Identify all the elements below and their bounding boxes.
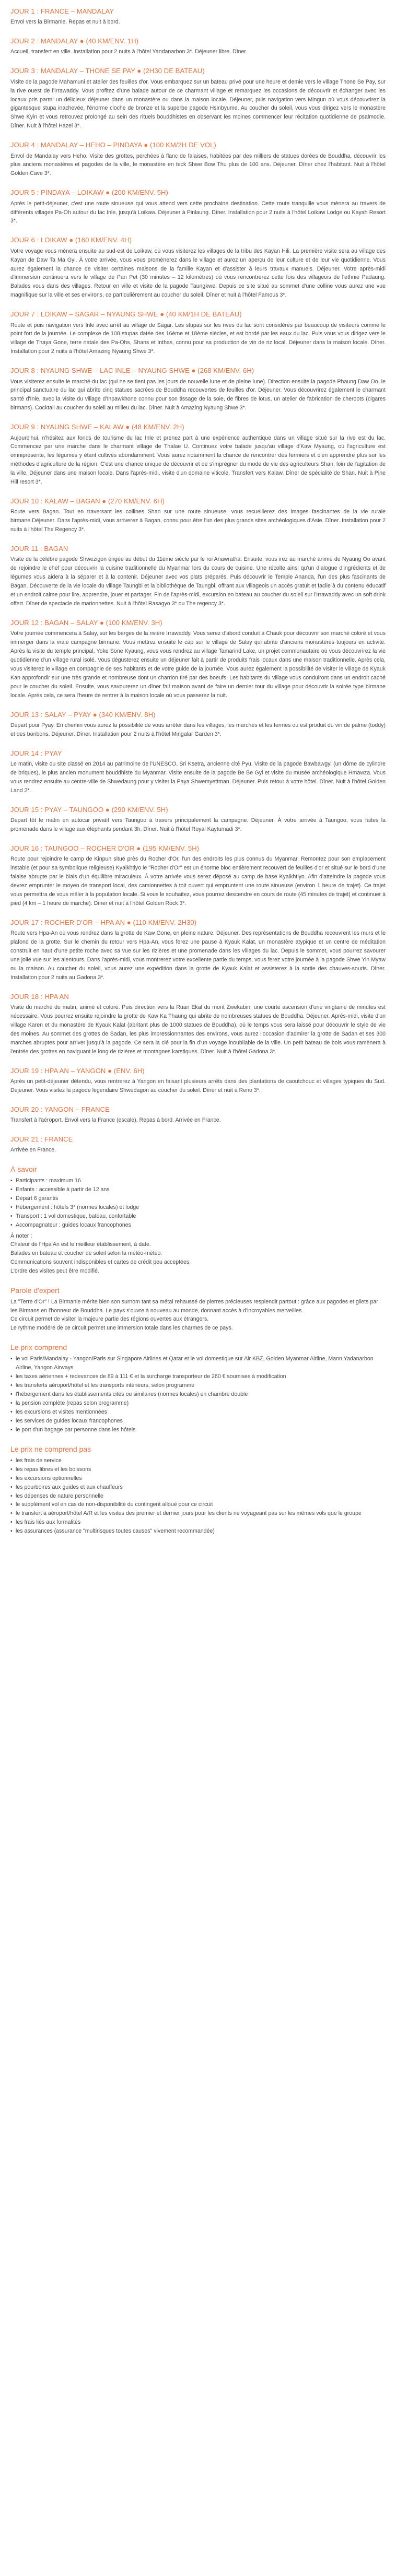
day-title: JOUR 18 : HPA AN (10, 992, 69, 1001)
day-text: Votre voyage vous mènera ensuite au sud-est de Loikaw, où vous visiterez les villages de la tribu des Kayan Hili. La première visite sera au village des Kayan de Daw Ta Ma Gyi. À votre arrivée, vous vous promènerez dans le village et aurez un aperçu de leur culture et de leur vie quotidienne. Vous aurez également la chance de visiter certaines maisons de la famille Kayan et d'assister à leurs travaux manuels. Déjeuner. Votre après-midi d'immersion continuera vers le village de Pan Pet (30 minutes – 12 kilomètres) où vous rencontrerez cette fois des villageois de l'ethnie Padaung. Balades vous dans des villages. Retour en ville et visite de la pagode Taungkwe. Depuis ce site situé au sommet d'une colline vous aurez une vue magnifique sur la ville et ses environs, ce particulièrement au coucher du soleil. Dîner et nuit à l'hôtel Famous 3*. (10, 248, 386, 299)
list-item: • le vol Paris/Mandalay - Yangon/Paris sur Singapore Airlines et Qatar et le vol domestique sur Air KBZ, Golden Myanmar Airline, Mann Yadanarbon Airline, Yangon Airways (10, 1355, 386, 1372)
day-title: JOUR 8 : NYAUNG SHWE – LAC INLE – NYAUNG SHWE ● (268 KM/ENV. 6H) (10, 367, 254, 375)
day-text: Visite de la célèbre pagode Shwezigon érigée au début du 11ème siècle par le roi Anawratha. Ensuite, vous irez au marché animé de Nyaung Oo avant de rejoindre le chef pour découvrir la cuisine traditionnelle du Myanmar lors du cours de cuisine. Une récolte ainsi qu'un dialogue d'ingrédients et de légumes vous aidera à la séparer et à la contenir. Déjeuner avec vos plats préparés. Puis découvrir le Temple Ananda, l'un des plus fascinants de Bagan. Découverte de la vie locale du village Taungbi et la bibliothèque de Taungbi, offrant aux villageois un accès gratuit et facile à du contenu éducatif et un endroit calme pour lire, apprendre, jouer et partager. Fin de l'après-midi, excursion en bateau au coucher du soleil sur l'Irrawaddy avec un soft drink offert. Dîner de spectacle de marionnettes. Nuit à l'hôtel Rasagyo 3* ou The regency 3*. (10, 556, 386, 607)
section-title: Le prix ne comprend pas (10, 1444, 91, 1453)
section-title: Parole d'expert (10, 1286, 60, 1295)
list-item: • les transferts aéroport/hôtel et les transports intérieurs, selon programme (10, 1381, 386, 1390)
day-title: JOUR 10 : KALAW – BAGAN ● (270 KM/ENV. 6H) (10, 497, 165, 505)
day-18 (10, 993, 386, 1056)
list-item: • Hébergement : hôtels 3* (normes locales) et lodge (10, 1203, 386, 1212)
day-title: JOUR 19 : HPA AN – YANGON ● (ENV. 6H) (10, 1066, 145, 1075)
day-5 (10, 189, 386, 226)
savoir-list (10, 1177, 386, 1230)
day-title: JOUR 13 : SALAY – PYAY ● (340 KM/ENV. 8H) (10, 710, 156, 719)
day-title: JOUR 21 : FRANCE (10, 1135, 73, 1143)
day-title: JOUR 16 : TAUNGOO – ROCHER D'OR ● (195 KM/ENV. 5H) (10, 844, 200, 853)
day-title: JOUR 9 : NYAUNG SHWE – KALAW ● (48 KM/ENV. 2H) (10, 423, 184, 431)
note-line: L'ordre des visites peut être modifié. (10, 1267, 99, 1274)
section-prix-ne-comprend-pas (10, 1445, 386, 1536)
day-6 (10, 236, 386, 300)
day-text: Après un petit-déjeuner détendu, vous rentrerez à Yangon en faisant plusieurs arrêts dans des plantations de caoutchouc et villages typiques du Sud. Déjeuner. Vous visitez la pagode légendaire Shwedagon au coucher du soleil. Dîner et nuit à Reno 3*. (10, 1078, 386, 1093)
list-item: • Enfants : accessible à partir de 12 ans (10, 1185, 386, 1194)
day-title: JOUR 4 : MANDALAY – HEHO – PINDAYA ● (100 KM/2H DE VOL) (10, 141, 216, 149)
day-7 (10, 310, 386, 356)
day-text: Envol vers la Birmanie. Repas et nuit à bord. (10, 19, 120, 26)
day-15 (10, 806, 386, 834)
day-2 (10, 37, 386, 56)
day-20 (10, 1105, 386, 1125)
included-list (10, 1355, 386, 1434)
list-item: • le supplément vol en cas de non-disponibilité du contingent alloué pour ce circuit (10, 1500, 386, 1509)
list-item: • le port d'un bagage par personne dans les hôtels (10, 1426, 386, 1434)
list-item: • les repas libres et les boissons (10, 1465, 386, 1474)
note-line: Chaleur de l'Hpa An est le meilleur établissement, à date. (10, 1241, 151, 1248)
day-11 (10, 545, 386, 608)
section-parole-expert (10, 1286, 386, 1333)
day-title: JOUR 14 : PYAY (10, 749, 62, 757)
day-text: Transfert à l'aéroport. Envol vers la France (escale). Repas à bord. Arrivée en France. (10, 1117, 221, 1124)
list-item: • Accompagnateur : guides locaux francophones (10, 1221, 386, 1230)
day-list (10, 7, 386, 1155)
list-item: • les assurances (assurance "multirisques toutes causes" vivement recommandée) (10, 1527, 386, 1536)
day-text: Aujourd'hui, n'hésitez aux fonds de tourisme du lac Inle et prenez part à une expérience authentique dans un village situé sur la rive est du lac. Commencez par une marche dans le charmant village de Thalae U. Continuez votre balade jusqu'au village d'Kaw Myaung, où l'agriculture est omniprésente, les légumes y étant cultivés abondamment. Vous aurez notamment la chance de rencontrer des fermiers et d'en apprendre plus sur les méthodes d'agriculture de la région. C'est une chance unique de découvrir et de s'imprégner du mode de vie des agriculteurs Shan, loin de l'agitation de la ville. Déjeuner dans une maison locale. Dans l'après-midi, visite d'un domaine viticole. Transfert vers Kalaw. Dîner de spécialité de Shan. Nuit à Pine Hill resort 3*. (10, 434, 386, 486)
day-text: Vous visiterez ensuite le marché du lac (qui ne se tient pas les jours de nouvelle lune et de pleine lune). Direction ensuite la pagode Phaung Daw Oo, le principal sanctuaire du lac qui abrite cinq statues sacrées de Bouddha recouvertes de feuilles d'or. Déjeuner. Vous découvrirez également le charmant santé d'Inle, avec la visite du village d'Inpawkhone connu pour son tissage de la soie, de fibres de lotus, un atelier de fabrication de cheroots (cigares birmans). Cocktail au coucher du soleil au milieu du lac. Dîner. Nuit à Amazing Nyaung Shwe 3*. (10, 378, 386, 411)
list-item: • le transfert à aéroport/hôtel A/R et les visites des premier et dernier jours pour les clients ne voyageant pas sur les mêmes vols que le groupe (10, 1509, 386, 1518)
day-title: JOUR 17 : ROCHER D'OR – HPA AN ● (110 KM/ENV. 2H30) (10, 918, 197, 926)
note-line: Communications souvent indisponibles et cartes de crédit peu acceptées. (10, 1258, 191, 1265)
day-text: Route vers Bagan. Tout en traversant les collines Shan sur une route sinueuse, vous recueillerez des images fascinantes de la vie rurale birmane.Déjeuner. Dans l'après-midi, vous arriverez à Bagan, connu pour être l'un des plus grands sites archéologiques d'Asie. Dîner. Installation pour 2 nuits à l'hôtel The Regency 3*. (10, 509, 386, 533)
day-text: Visite de la pagode Mahamuni et atelier des feuilles d'or. Vous embarquez sur un bateau privé pour une heure et demie vers le village Thone Se Pay, sur la rive ouest de l'Irrawaddy. Vous profitez d'une balade autour de ce charmant village et remarquez les occasions de découvrir et échanger avec les locaux pris parmi un délicieux déjeuner dans un monastère ou dans la maison locale. Déjeuner, puis navigation vers Mingun où vous découvrirez la gigantesque stupa inachevée, l'énorme cloche de bronze et la superbe pagode Hsinbyume. Au coucher du soleil, vous vous dirigez vers le monastère Shwe Kyin et vous retrouvez prolongé au sein des rituels bouddhistes en observant les moines commencer leur récitation quotidienne de psalmodie. Dîner. Nuit à l'hôtel Hazel 3*. (10, 78, 386, 130)
list-item: • Départ 6 garantis (10, 1194, 386, 1203)
day-text: Départ pour Pyay. En chemin vous aurez la possibilité de vous arrêter dans les villages, les marchés et les fermes où est produit du vin de palme (toddy) et des bonbons. Déjeuner. Dîner. Installation pour 2 nuits à l'hôtel Mingalar Garden 3*. (10, 722, 386, 737)
list-item: • les taxes aériennes + redevances de 89 à 111 € et la surcharge transporteur de 260 € soumises à modification (10, 1372, 386, 1381)
day-text: Après le petit-déjeuner, c'est une route sinueuse qui vous attend vers cette prochaine destination. Cette route tranquille vous mènera au travers de différents villages Pa-Oh autour du lac Inle, jusqu'à Loikaw. Déjeuner à Pinlaung. Dîner. Installation pour 2 nuits à l'hôtel Loikaw Lodge ou Kayah Resort 3*. (10, 200, 386, 225)
day-text: Votre journée commencera à Salay, sur les berges de la rivière Irrawaddy. Vous serez d'abord conduit à Chauk pour découvrir son marché coloré et vous immerger dans la vraie campagne birmane. Vous mettrez ensuite le cap sur le village de Salay qui abrite d'anciens monastères toujours en activité. Après la visite du temple principal, Yoke Sone Kyaung, vous vous rendrez au village Tamarind Lake, un projet communautaire où vous découvrirez la vie quotidienne d'un village rural isolé. Vous dégusterez ensuite un déjeuner fait à partir de produits frais locaux dans une maison traditionnelle. Après cela, vous visiterez le village en compagnie de ses habitants et de votre guide de la journée. Vous aurez également la possibilité de visiter le village de Kyauk Kan approfondir sur une très grande et nombreuse dont un charrion tiré par des boeufs. Les habitants du village vous conduiront dans un endroit caché pour le coucher du soleil. Ensuite, vous savourerez un dîner fait maison avant de faire un dernier tour du village pour découvrir la soirée type birmane locale. Après cela, ce sera l'heure de rentrer à la maison locale où vous passerez la nuit. (10, 630, 386, 699)
day-text: Accueil, transfert en ville. Installation pour 2 nuits à l'hôtel Yandanarbon 3*. Déjeuner libre. Dîner. (10, 49, 248, 55)
list-item: • la pension complète (repas selon programme) (10, 1399, 386, 1408)
day-17 (10, 919, 386, 982)
day-text: Route vers Hpa-An où vous rendrez dans la grotte de Kaw Gone, en pleine nature. Déjeuner. Des représentations de Bouddha recouvrent les murs et le plafond de la grotte. Sur le chemin du retour vers Hpa-An, vous ferez une pause à Kyauk Kalat, un monastère atypique et un centre de méditation construit en haut d'une petite roche avec sa vue sur les rizières et une promenade dans les villages du lac. Depuis le sommet, vous pourrez savourer une jolie vue sur les alentours. Dans l'après-midi, vous montrerez votre excellente partie du temps, vous ferez votre journée à la pagode Shwe Yin Myaw ou la maison. Au coucher du soleil, vous aurez une expédition dans la grotte de Kyauk Kalat et assisterez à la sortie des chauves-souris. Dîner. Installation pour 2 nuits au Gadona 3*. (10, 930, 386, 981)
list-item: • les pourboires aux guides et aux chauffeurs (10, 1483, 386, 1492)
day-text: Le matin, visite du site classé en 2014 au patrimoine de l'UNESCO, Sri Ksetra, ancienne cité Pyu. Visite de la pagode Bawbawgyi (un dôme de cylindre de briques), le plus ancien monument bouddhiste du Myanmar. Visite ensuite de la pagode Be Be Gyi et visite du musée archéologique Hmawza. Vous vous rendrez ensuite au centre-ville de Shwedaung pour y visiter la Paya Shwemyettman. Déjeuner. Puis retour à votre hôtel. Dîner. Nuit à l'hôtel Golden Land 2*. (10, 761, 386, 794)
list-item: • Participants : maximum 16 (10, 1177, 386, 1185)
day-title: JOUR 11 : BAGAN (10, 545, 68, 553)
day-10 (10, 497, 386, 534)
day-title: JOUR 1 : FRANCE – MANDALAY (10, 7, 114, 15)
day-3 (10, 67, 386, 131)
section-title: À savoir (10, 1165, 37, 1174)
section-title: Le prix comprend (10, 1343, 67, 1352)
excluded-list (10, 1456, 386, 1536)
day-title: JOUR 7 : LOIKAW – SAGAR – NYAUNG SHWE ● (40 KM/1H DE BATEAU) (10, 310, 242, 319)
day-12 (10, 619, 386, 700)
day-title: JOUR 3 : MANDALAY – THONE SE PAY ● (2H30 DE BATEAU) (10, 67, 205, 75)
list-item: • les frais de service (10, 1456, 386, 1465)
day-title: JOUR 20 : YANGON – FRANCE (10, 1105, 110, 1113)
day-13 (10, 711, 386, 739)
day-text: Arrivée en France. (10, 1147, 56, 1154)
day-16 (10, 844, 386, 908)
day-9 (10, 423, 386, 487)
list-item: • les excursions et visites mentionnées (10, 1408, 386, 1417)
day-1 (10, 7, 386, 27)
day-text: Envol de Mandalay vers Heho. Visite des grottes, perchées à flanc de falaises, habitées par des milliers de statues dorées de Bouddha, découvrir les plus anciens monastères et pagodes de la ville, le monastère en teck Shwe Bow Thu plus de 100 ans. Déjeuner. Dîner chez l'habitant. Nuit à l'hôtel Golden Cave 3*. (10, 152, 386, 177)
expert-text: La "Terre d'Or" ! La Birmanie mérite bien son surnom tant sa métal rehaussé de pierres précieuses resplendit partout : grâce aux pagodes et gilets par les Birmans en l'honneur de Bouddha. Le pays s'ouvre à nouveau au monde, donnant accès à d'incroyables merveilles. Ce circuit permet de visiter la majeure partie des régions ouvertes aux étrangers. Le rythme modéré de ce circuit permet une immersion totale dans les charmes de ce pays. (10, 1298, 378, 1332)
day-4 (10, 141, 386, 178)
list-item: • les dépenses de nature personnelle (10, 1492, 386, 1501)
day-title: JOUR 15 : PYAY – TAUNGOO ● (290 KM/ENV. 5H) (10, 805, 168, 814)
day-text: Route pour rejoindre le camp de Kinpun situé près du Rocher d'Or, l'un des endroits les plus connus du Myanmar. Remontez pour son emplacement instable (et pour sa symbolique religieuse) Kyaikhtiyo le "Rocher d'Or" est un énorme bloc entièrement recouvert de feuilles d'or et situé sur le bord d'une falaise abrupte par le biais d'un équilibre miraculeux. À votre arrivée vous serez déposé au camp de base Kyaikhtiyo. Afin d'atteindre la pagode vous devrez emprunter le moyen de transport local, des camionnettes à toit ouvert qui empruntent une route sinueuse (environ 1 heure de trajet). Ce trajet vous permettra de vous mêler à la population locale. Si vous le souhaitez, vous pourrez descendre en cours de route (45 minutes de trajet) et continuer à pied (4 km – 1 heure de marche). Dîner et nuit à l'hôtel Golden Rock 3*. (10, 856, 386, 907)
day-14 (10, 749, 386, 795)
day-text: Départ tôt le matin en autocar privatif vers Taungoo à travers principalement la campagne. Déjeuner. À votre arrivée à Taungoo, vous faites la promenade dans le village aux éléphants pendant 3h. Dîner. Nuit à l'hôtel Royal Kaytumadi 3*. (10, 817, 386, 833)
day-21 (10, 1135, 386, 1155)
list-item: • les frais liés aux formalités (10, 1518, 386, 1527)
list-item: • Transport : 1 vol domestique, bateau, confortable (10, 1212, 386, 1221)
day-19 (10, 1067, 386, 1095)
day-title: JOUR 5 : PINDAYA – LOIKAW ● (200 KM/ENV. 5H) (10, 189, 168, 197)
day-title: JOUR 12 : BAGAN – SALAY ● (100 KM/ENV. 3H) (10, 619, 162, 627)
list-item: • les excursions optionnelles (10, 1474, 386, 1483)
day-text: Visite du marché du matin, animé et coloré. Puis direction vers la Ruan Ekal du mont Zwekabin, une courte ascension d'une vingtaine de minutes est nécessaire. Vous pourrez ensuite rejoindre la grotte de Kaw Ka Thaung qui abrite de nombreuses statues de Bouddha. Déjeuner. Après-midi, visite d'un village Karen et du monastère de Kyauk Kalat (abritant plus de 1000 statues de Bouddha), où le temps vous sera laissé pour découvrir le style de vie des moines. Au sommet des grottes de Sadan, les plus impressionnantes des environs, vous aurez l'occasion d'admirer la grotte de Sadan et ses 300 marches abruptes pour arriver jusqu'à la pagode. Ce sera la clé pour la fin d'un voyage inoubliable de la ville. Un petit bateau de bois vous ramènera à l'entrée des grottes en naviguant le long de rizières et montagnes karstiques. Dîner. Nuit à l'hôtel Gadona 3*. (10, 1004, 386, 1055)
day-text: Route et puis navigation vers Inle avec arrêt au village de Sagar. Les stupas sur les rives du lac sont considérés par beaucoup de visiteurs comme le point fort de la journée. Le complexe de 108 stupas datée des 16ème et 18ème siècles, et est bordé par les eaux du lac. Puis vous vous dirigez vers le village de Thaya Gone, terre natale des Pa-Ohs, Shans et Inthas, connu pour sa production de vin de riz local. Déjeuner dans la maison locale. Dîner. Installation pour 2 nuits à l'hôtel Amazing Nyaung Shwe 3*. (10, 322, 386, 355)
day-title: JOUR 6 : LOIKAW ● (160 KM/ENV. 4H) (10, 236, 132, 244)
note-line: Balades en bateau et coucher de soleil selon la météo-météo. (10, 1250, 162, 1256)
list-item: • l'hébergement dans les établissements cités ou similaires (normes locales) en chambre double (10, 1390, 386, 1399)
section-a-savoir (10, 1165, 386, 1275)
section-prix-comprend (10, 1343, 386, 1434)
note-heading: À noter : (10, 1232, 32, 1239)
list-item: • les services de guides locaux francophones (10, 1417, 386, 1426)
day-title: JOUR 2 : MANDALAY ● (40 KM/ENV. 1H) (10, 37, 139, 45)
day-8 (10, 367, 386, 413)
